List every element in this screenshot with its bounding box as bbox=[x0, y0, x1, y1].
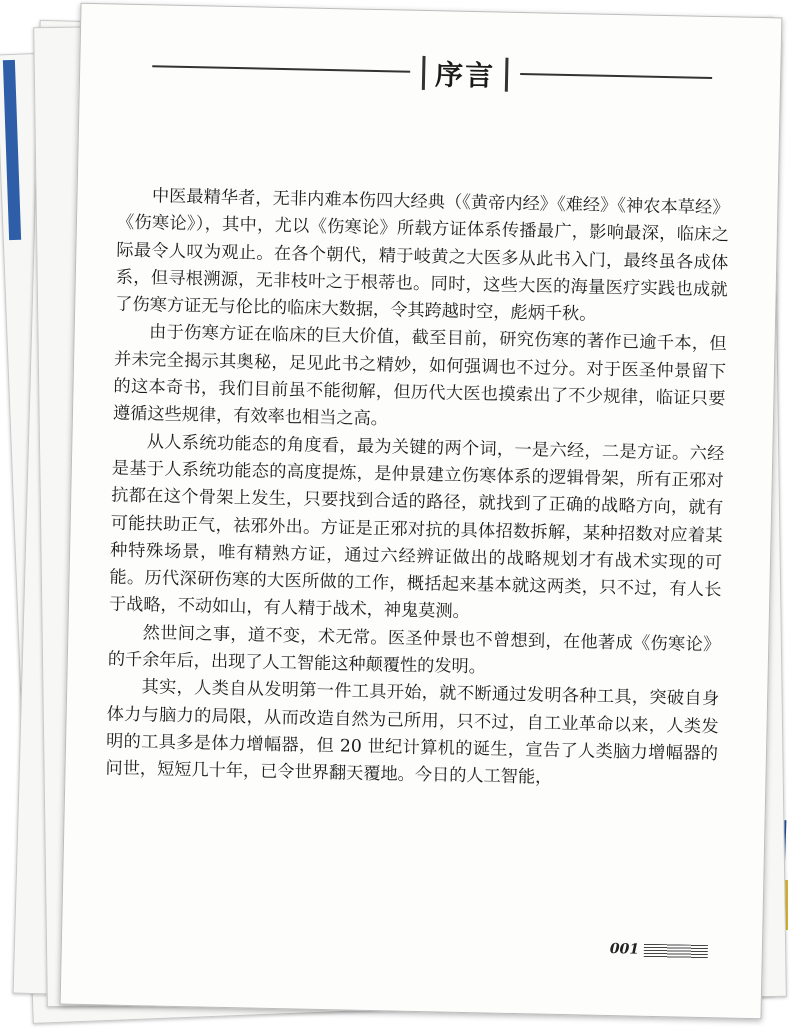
paragraph: 然世间之事，道不变，术无常。医圣仲景也不曾想到，在他著成《伤寒论》的千余年后，出现了人工智能这种颠覆性的发明。 bbox=[107, 622, 721, 678]
title-block bbox=[410, 53, 521, 95]
page-number: 001 bbox=[609, 941, 640, 958]
title-bar-right bbox=[505, 58, 509, 92]
paragraph: 其实，人类自从发明第一件工具开始，就不断通过发明各种工具，突破自身体力与脑力的局限，从而改造自然为己所用，只不过，自工业革命以来，人类发明的工具多是体力增幅器，但 20 世纪计算机的诞生，宣告了人类脑力增幅器的问世，短短几十年，已令世界翻天覆地。今日的人工智能， bbox=[105, 677, 720, 789]
paragraph: 中医最精华者，无非内难本伤四大经典（《黄帝内经》《难经》《神农本草经》《伤寒论》），其中，尤以《伤寒论》所载方证体系传播最广，影响最深，临床之际最令人叹为观止。在各个朝代，精于岐黄之大医多从此书入门，最终虽各成体系，但寻根溯源，无非枝叶之于根蒂也。同时，这些大医的海量医疗实践也成就了伤寒方证无与伦比的临床大数据，令其跨越时空，彪炳千秋。 bbox=[115, 186, 730, 325]
page-number-ornament bbox=[644, 944, 708, 959]
paragraph: 从人系统功能态的角度看，最为关键的两个词，一是六经，二是方证。六经是基于人系统功能态的高度提炼，是仲景建立伤寒体系的逻辑骨架，所有正邪对抗都在这个骨架上发生，只要找到合适的路径，就找到了正确的战略方向，就有可能扶助正气，祛邪外出。方证是正邪对抗的具体招数拆解，某种招数对应着某种特殊场景，唯有精熟方证，通过六经辨证做出的战略规划才有战术实现的可能。历代深研伤寒的大医所做的工作，概括起来基本就这两类，只不过，有人长于战略，不动如山，有人精于战术，神鬼莫测。 bbox=[108, 431, 725, 623]
page-title: 序言 bbox=[434, 58, 496, 93]
paragraph: 由于伤寒方证在临床的巨大价值，截至目前，研究伤寒的著作已逾千本，但并未完全揭示其奥秘，足见此书之精妙，如何强调也不过分。对于医圣仲景留下的这本奇书，我们目前虽不能彻解，但历代大医也摸索出了不少规律，临证只要遵循这些规律，有效率也相当之高。 bbox=[112, 322, 727, 430]
body-text bbox=[105, 183, 729, 796]
title-bar-left bbox=[422, 56, 426, 90]
book-page bbox=[60, 3, 783, 1019]
